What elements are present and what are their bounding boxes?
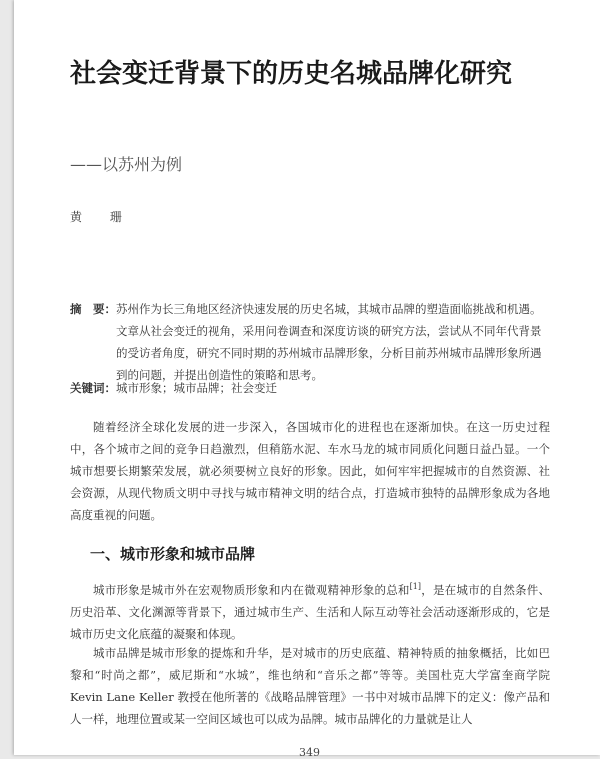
intro-paragraph: 随着经济全球化发展的进一步深入，各国城市化的进程也在逐渐加快。在这一历史过程中，各个城市之间的竞争日趋激烈，但稍筋水泥、车水马龙的城市同质化问题日益凸显。一个城市想要长期繁荣发展，就必须要树立良好的形象。因此，如何牢牢把握城市的自然资源、社会资源，从现代物质文明中寻找与城市精神文明的结合点，打造城市独特的品牌形象成为各地高度重视的问题。 <box>70 420 550 522</box>
page-number: 349 <box>299 746 320 759</box>
abstract-label: 摘 要： <box>70 302 116 316</box>
document-page <box>14 0 600 759</box>
abstract-text: 苏州作为长三角地区经济快速发展的历史名城，其城市品牌的塑造面临挑战和机遇。文章从社会变迁的视角，采用问卷调查和深度访谈的研究方法，尝试从不同年代背景的受访者角度，研究不同时期的苏州城市品牌形象，分析目前苏州城市品牌形象所遇到的问题，并提出创造性的策略和思考。 <box>116 302 542 382</box>
article-title: 社会变迁背景下的历史名城品牌化研究 <box>70 59 513 89</box>
keywords-label: 关键词： <box>70 381 116 395</box>
section-paragraph-2: 城市品牌是城市形象的提炼和升华，是对城市的历史底蕴、精神特质的抽象概括，比如巴黎和“时尚之都”，威尼斯和“水城”，维也纳和“音乐之都”等等。美国杜克大学富奎商学院 Kevin Lane Keller 教授在他所著的《战略品牌管理》一书中对城市品牌下的定义：像产品和人一样，地理位置或某一空间区域也可以成为品牌。城市品牌化的力量就是让人 <box>70 646 550 726</box>
section-paragraph-1 <box>70 576 550 645</box>
keywords-text: 城市形象；城市品牌；社会变迁 <box>116 381 277 395</box>
article-subtitle: ——以苏州为例 <box>70 155 183 174</box>
citation-ref: [1] <box>409 582 421 591</box>
author-name: 黄 珊 <box>70 210 134 224</box>
keywords-line <box>70 380 277 396</box>
abstract-block <box>70 298 550 386</box>
section-heading: 一、城市形象和城市品牌 <box>90 545 256 563</box>
paragraph-1-text: 城市形象是城市外在宏观物质形象和内在微观精神形象的总和 <box>93 582 410 597</box>
paragraph-1-text-cont: ，是在城市的自然条件、历史沿革、文化渊源等背景下，通过城市生产、生活和人际互动等社会活动逐渐形成的，它是城市历史文化底蕴的凝聚和体现。 <box>70 582 551 641</box>
